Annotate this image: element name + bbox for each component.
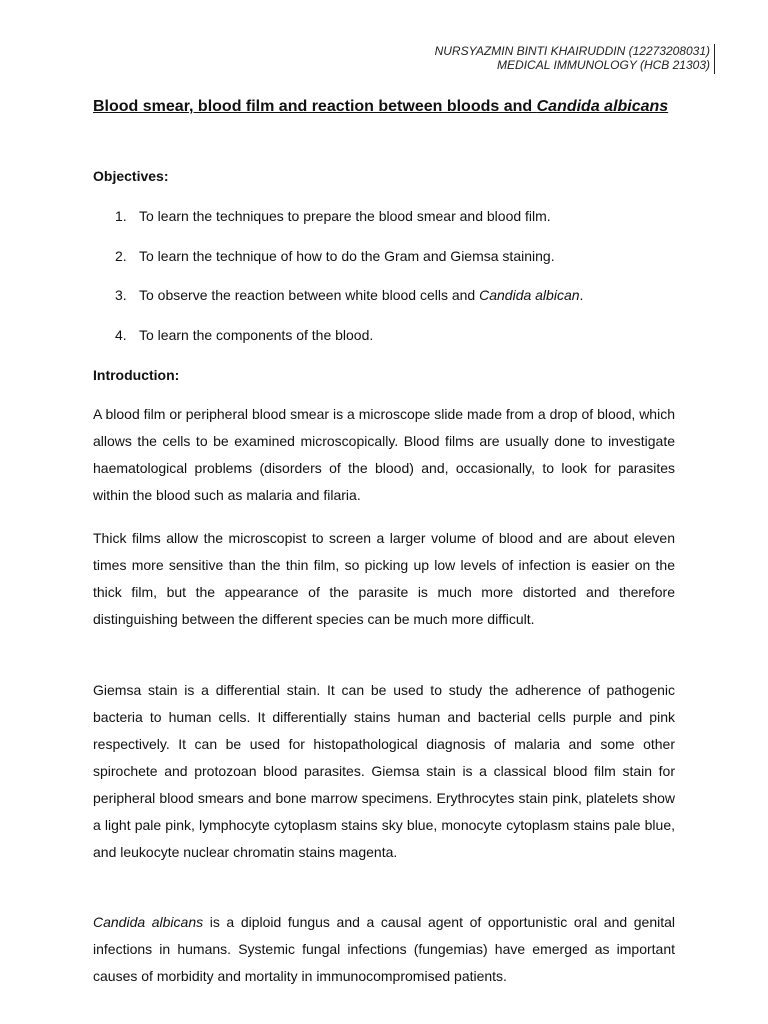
list-text-tail: . [579,287,584,303]
page-header [435,44,710,72]
list-number: 3. [115,287,127,303]
paragraph-giemsa-stain: Giemsa stain is a differential stain. It can be used to study the adherence of pathogenic bacteria to human cells. It differentially stains human and bacterial cells purple and pink respectively. It can be used for histopathological diagnosis of malaria and some other spirochete and protozoan blood parasites. Giemsa stain is a classical blood film stain for peripheral blood smears and bone marrow specimens. Erythrocytes stain pink, platelets show a light pale pink, lymphocyte cytoplasm stains sky blue, monocyte cytoplasm stains pale blue, and leukocyte nuclear chromatin stains magenta. [93,682,675,860]
header-course: MEDICAL IMMUNOLOGY (HCB 21303) [497,58,710,72]
paragraph-candida [93,909,675,990]
list-item [93,326,583,366]
list-item [93,207,583,247]
objectives-heading: Objectives: [93,168,169,184]
title-italic: Candida albicans [536,98,669,115]
paragraph-blood-film: A blood film or peripheral blood smear is a microscope slide made from a drop of blood, which allows the cells to be examined microscopically. Blood films are usually done to investigate haematological problems (disorders of the blood) and, occasionally, to look for parasites within the blood such as malaria and filaria. [93,406,675,503]
candida-text: is a diploid fungus and a causal agent of opportunistic oral and genital infections in humans. Systemic fungal infections (fungemias) have emerged as important causes of morbidity and mortality in immunocompromised patients. [93,914,675,984]
list-item [93,286,583,326]
list-text: To learn the technique of how to do the Gram and Giemsa staining. [139,247,555,264]
document-title [93,92,683,121]
list-text: To learn the components of the blood. [139,326,374,343]
list-text-italic: Candida albican [479,287,580,303]
list-number: 2. [115,247,127,264]
list-number: 4. [115,326,127,343]
list-number: 1. [115,208,127,224]
paragraph-thick-films: Thick films allow the microscopist to screen a larger volume of blood and are about eleven times more sensitive than the thin film, so picking up low levels of infection is easier on the thick film, but the appearance of the parasite is much more distorted and therefore distinguishing between the different species can be much more difficult. [93,530,675,627]
list-item [93,247,583,287]
objectives-list [93,207,583,365]
list-text: To learn the techniques to prepare the blood smear and blood film. [139,208,551,224]
candida-italic: Candida albicans [93,914,204,930]
title-main: Blood smear, blood film and reaction between bloods and [93,98,537,115]
list-text: To observe the reaction between white blood cells and [139,287,480,303]
header-author: NURSYAZMIN BINTI KHAIRUDDIN (12273208031) [434,44,710,58]
header-divider [714,44,715,74]
introduction-heading: Introduction: [93,367,180,383]
